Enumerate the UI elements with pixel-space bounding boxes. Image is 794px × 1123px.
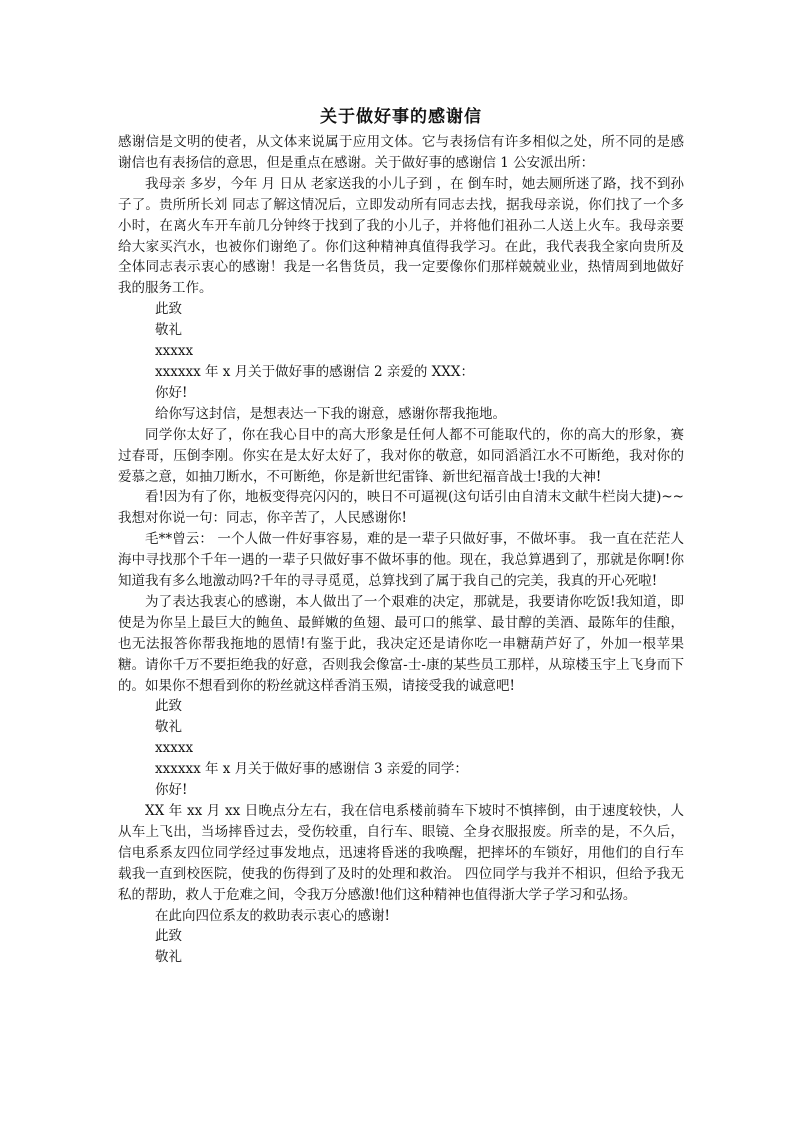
letter3-heading: xxxxxx 年 x 月关于做好事的感谢信 3 亲爱的同学： xyxy=(155,761,468,778)
letter2-greeting: 你好! xyxy=(155,384,188,401)
letter1-closing-cizhi: 此致 xyxy=(155,301,182,318)
letter2-body-3: 毛**曾云： 一个人做一件好事容易，难的是一辈子只做好事，不做坏事。 我一直在茫茫人海中寻找那个千年一遇的一辈子只做好事不做坏事的他。现在，我总算遇到了，那就是你啊!你知道我有多么地激动吗?千年的寻寻觅觅，总算找到了属于我自己的完美，我真的开心死啦! xyxy=(118,531,684,590)
letter2-body-4: 为了表达我衷心的感谢，本人做出了一个艰难的决定，那就是，我要请你吃饭!我知道，即使是为你呈上最巨大的鲍鱼、最鲜嫩的鱼翅、最可口的熊掌、最甘醇的美酒、最陈年的佳酿，也无法报答你帮我拖地的恩情!有鉴于此，我决定还是请你吃一串糖葫芦好了，外加一根苹果糖。请你千万不要拒绝我的好意，否则我会像富-士-康的某些员工那样，从琼楼玉宇上飞身而下的。如果你不想看到你的粉丝就这样香消玉殒，请接受我的诚意吧! xyxy=(118,593,684,694)
letter3-greeting: 你好! xyxy=(155,782,188,799)
letter2-body-1: 同学你太好了，你在我心目中的高大形象是任何人都不可能取代的，你的高大的形象，赛过春哥，压倒李刚。你实在是太好太好了，我对你的敬意，如同滔滔江水不可断绝，我对你的爱慕之意，如抽刀断水，不可断绝，你是新世纪雷锋、新世纪福音战士!我的大神! xyxy=(118,426,684,485)
letter1-body: 我母亲 多岁，今年 月 日从 老家送我的小儿子到 ，在 倒车时，她去厕所迷了路，找不到孙子了。贵所所长刘 同志了解这情况后，立即发动所有同志去找，据我母亲说，你们找了一个多小时，在离火车开车前几分钟终于找到了我的小儿子，并将他们祖孙二人送上火车。我母亲要给大家买汽水，也被你们谢绝了。你们这种精神真值得我学习。在此，我代表我全家向贵所及全体同志表示衷心的感谢！我是一名售货员，我一定要像你们那样兢兢业业，热情周到地做好我的服务工作。 xyxy=(118,175,684,297)
document-page xyxy=(118,104,684,968)
intro-paragraph: 感谢信是文明的使者，从文体来说属于应用文体。它与表扬信有许多相似之处，所不同的是感谢信也有表扬信的意思，但是重点在感谢。关于做好事的感谢信 1 公安派出所： xyxy=(118,134,684,171)
letter2-closing-cizhi: 此致 xyxy=(155,698,182,715)
letter3-thanks: 在此向四位系友的救助表示衷心的感谢! xyxy=(155,907,390,924)
letter2-body-2: 看!因为有了你，地板变得亮闪闪的，映日不可逼视(这句话引由自清末文献牛栏岗大捷)~~我想对你说一句：同志，你辛苦了，人民感谢你! xyxy=(118,489,684,527)
document-title: 关于做好事的感谢信 xyxy=(320,107,482,127)
letter1-closing-jingli: 敬礼 xyxy=(155,322,182,339)
letter2-closing-jingli: 敬礼 xyxy=(155,719,182,736)
letter3-closing-cizhi: 此致 xyxy=(155,928,182,945)
letter3-closing-jingli: 敬礼 xyxy=(155,949,182,966)
letter1-signature: xxxxx xyxy=(155,343,194,360)
letter2-opening: 给你写这封信，是想表达一下我的谢意，感谢你帮我拖地。 xyxy=(155,405,506,422)
letter2-signature: xxxxx xyxy=(155,740,194,757)
letter3-body: XX 年 xx 月 xx 日晚点分左右，我在信电系楼前骑车下坡时不慎摔倒，由于速度较快，人从车上飞出，当场摔昏过去，受伤较重，自行车、眼镜、全身衣服报废。所幸的是，不久后，信电系系友四位同学经过事发地点，迅速将昏迷的我唤醒，把摔坏的车锁好，用他们的自行车载我一直到校医院，使我的伤得到了及时的处理和救治。 四位同学与我并不相识，但给予我无私的帮助，救人于危难之间，令我万分感激!他们这种精神也值得浙大学子学习和弘扬。 xyxy=(118,803,684,903)
letter2-heading: xxxxxx 年 x 月关于做好事的感谢信 2 亲爱的 XXX： xyxy=(155,363,474,380)
